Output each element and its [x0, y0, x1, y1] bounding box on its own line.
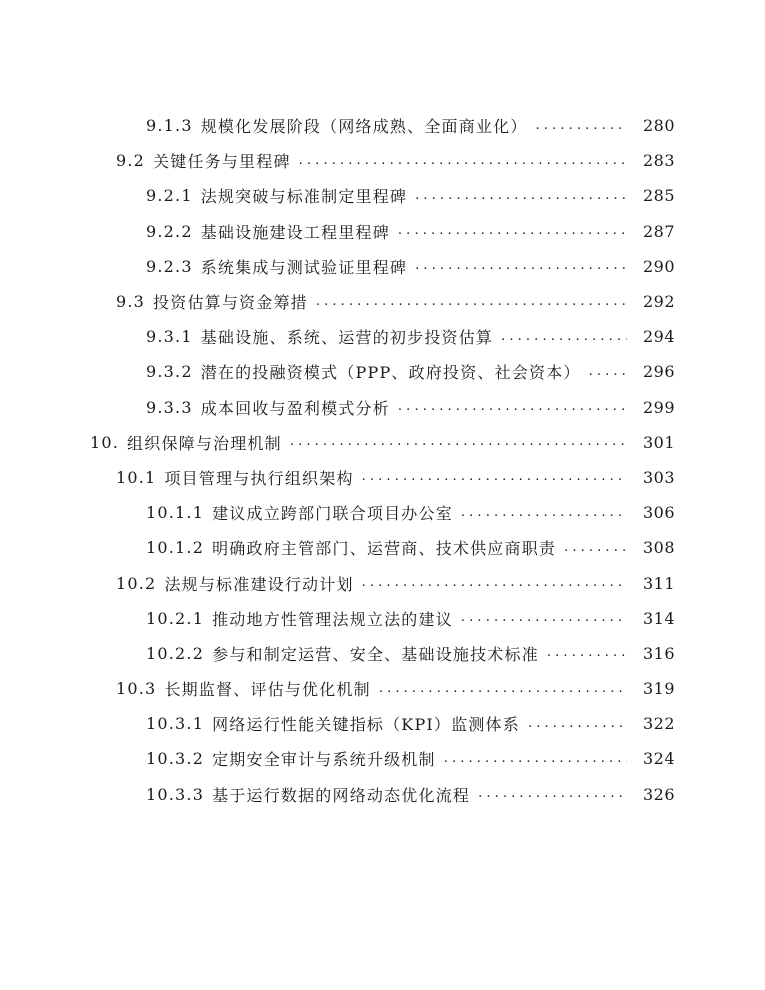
- toc-entry[interactable]: [0, 671, 765, 706]
- toc-entry-page: 306: [642, 503, 675, 523]
- toc-entry-page: 299: [642, 397, 675, 417]
- dot-leader: [528, 715, 627, 733]
- toc-entry-page: 285: [642, 186, 675, 206]
- dot-leader: [589, 363, 627, 381]
- dot-leader: [415, 257, 627, 275]
- toc-entry-title: 明确政府主管部门、运营商、技术供应商职责: [212, 539, 557, 559]
- dot-leader: [316, 293, 627, 311]
- dot-leader: [362, 574, 627, 592]
- toc-entry[interactable]: [0, 214, 765, 249]
- toc-entry-title: 基于运行数据的网络动态优化流程: [212, 785, 471, 805]
- toc-entry-number: 9.3.2: [146, 362, 193, 382]
- toc-entry-title: 法规突破与标准制定里程碑: [200, 187, 408, 207]
- toc-entry-number: 9.3: [116, 292, 146, 312]
- dot-leader: [461, 504, 627, 522]
- dot-leader: [415, 187, 627, 205]
- dot-leader: [501, 328, 627, 346]
- toc-entry-title: 推动地方性管理法规立法的建议: [212, 609, 453, 629]
- toc-entry-page: 296: [642, 362, 675, 382]
- toc-entry-number: 9.1.3: [146, 116, 193, 136]
- toc-entry[interactable]: [0, 460, 765, 495]
- toc-entry-page: 308: [642, 538, 675, 558]
- table-of-contents: [0, 108, 765, 812]
- toc-entry-page: 326: [642, 784, 675, 804]
- toc-entry-page: 301: [642, 432, 675, 452]
- dot-leader: [564, 539, 627, 557]
- toc-entry[interactable]: [0, 601, 765, 636]
- toc-entry[interactable]: [0, 319, 765, 354]
- dot-leader: [398, 222, 627, 240]
- toc-entry-number: 10.3.1: [146, 714, 205, 734]
- toc-entry[interactable]: [0, 249, 765, 284]
- toc-entry[interactable]: [0, 741, 765, 776]
- toc-entry-number: 9.2.3: [146, 256, 193, 276]
- toc-entry-title: 定期安全审计与系统升级机制: [212, 750, 436, 770]
- toc-entry-title: 长期监督、评估与优化机制: [164, 680, 371, 700]
- toc-entry-page: 324: [642, 749, 675, 769]
- toc-entry[interactable]: [0, 425, 765, 460]
- toc-entry-page: 292: [642, 292, 675, 312]
- toc-entry-page: 316: [642, 643, 675, 663]
- toc-entry-number: 10.1.2: [146, 538, 205, 558]
- toc-entry-title: 规模化发展阶段（网络成熟、全面商业化）: [200, 117, 528, 137]
- toc-entry-title: 建议成立跨部门联合项目办公室: [212, 504, 453, 524]
- toc-entry-number: 10.: [90, 432, 120, 452]
- toc-entry-number: 9.2: [116, 151, 146, 171]
- toc-entry[interactable]: [0, 530, 765, 565]
- toc-entry[interactable]: [0, 284, 765, 319]
- toc-entry-page: 314: [642, 608, 675, 628]
- toc-entry-page: 303: [642, 467, 675, 487]
- dot-leader: [299, 152, 627, 170]
- toc-entry-title: 法规与标准建设行动计划: [164, 574, 354, 594]
- dot-leader: [547, 644, 627, 662]
- toc-entry-title: 参与和制定运营、安全、基础设施技术标准: [212, 644, 539, 664]
- toc-entry-title: 关键任务与里程碑: [153, 152, 291, 172]
- toc-entry-title: 系统集成与测试验证里程碑: [200, 257, 408, 277]
- toc-entry[interactable]: [0, 495, 765, 530]
- dot-leader: [362, 468, 627, 486]
- toc-entry-title: 项目管理与执行组织架构: [164, 468, 354, 488]
- toc-entry-number: 9.3.1: [146, 327, 193, 347]
- dot-leader: [290, 433, 627, 451]
- toc-entry-number: 9.2.1: [146, 186, 193, 206]
- toc-entry-page: 280: [642, 116, 675, 136]
- toc-entry-number: 10.2.1: [146, 608, 205, 628]
- toc-entry-number: 10.3.2: [146, 749, 205, 769]
- toc-entry[interactable]: [0, 390, 765, 425]
- toc-entry-page: 322: [642, 714, 675, 734]
- toc-entry[interactable]: [0, 636, 765, 671]
- toc-entry[interactable]: [0, 143, 765, 178]
- toc-entry-number: 10.2.2: [146, 643, 205, 663]
- dot-leader: [536, 117, 627, 135]
- toc-entry-number: 10.3: [116, 679, 157, 699]
- toc-entry-number: 9.2.2: [146, 221, 193, 241]
- toc-entry-page: 319: [642, 679, 675, 699]
- dot-leader: [444, 750, 627, 768]
- toc-entry-title: 组织保障与治理机制: [127, 433, 282, 453]
- toc-entry-number: 10.1.1: [146, 503, 205, 523]
- toc-entry[interactable]: [0, 706, 765, 741]
- toc-entry-page: 294: [642, 327, 675, 347]
- toc-entry-page: 311: [642, 573, 675, 593]
- toc-entry-number: 9.3.3: [146, 397, 193, 417]
- toc-entry[interactable]: [0, 777, 765, 812]
- toc-entry-page: 287: [642, 221, 675, 241]
- toc-entry-page: 283: [642, 151, 675, 171]
- toc-entry-number: 10.3.3: [146, 784, 205, 804]
- toc-entry[interactable]: [0, 565, 765, 600]
- toc-entry-page: 290: [642, 256, 675, 276]
- dot-leader: [478, 785, 627, 803]
- toc-entry[interactable]: [0, 354, 765, 389]
- toc-entry-title: 投资估算与资金筹措: [153, 293, 308, 313]
- dot-leader: [461, 609, 627, 627]
- toc-entry[interactable]: [0, 108, 765, 143]
- toc-entry-title: 基础设施、系统、运营的初步投资估算: [200, 328, 494, 348]
- toc-entry-title: 潜在的投融资模式（PPP、政府投资、社会资本）: [200, 363, 581, 383]
- toc-entry-title: 基础设施建设工程里程碑: [200, 222, 390, 242]
- toc-entry-title: 成本回收与盈利模式分析: [200, 398, 390, 418]
- dot-leader: [398, 398, 627, 416]
- toc-entry-number: 10.1: [116, 467, 157, 487]
- dot-leader: [379, 680, 627, 698]
- toc-entry[interactable]: [0, 178, 765, 213]
- toc-entry-title: 网络运行性能关键指标（KPI）监测体系: [212, 715, 520, 735]
- toc-entry-number: 10.2: [116, 573, 157, 593]
